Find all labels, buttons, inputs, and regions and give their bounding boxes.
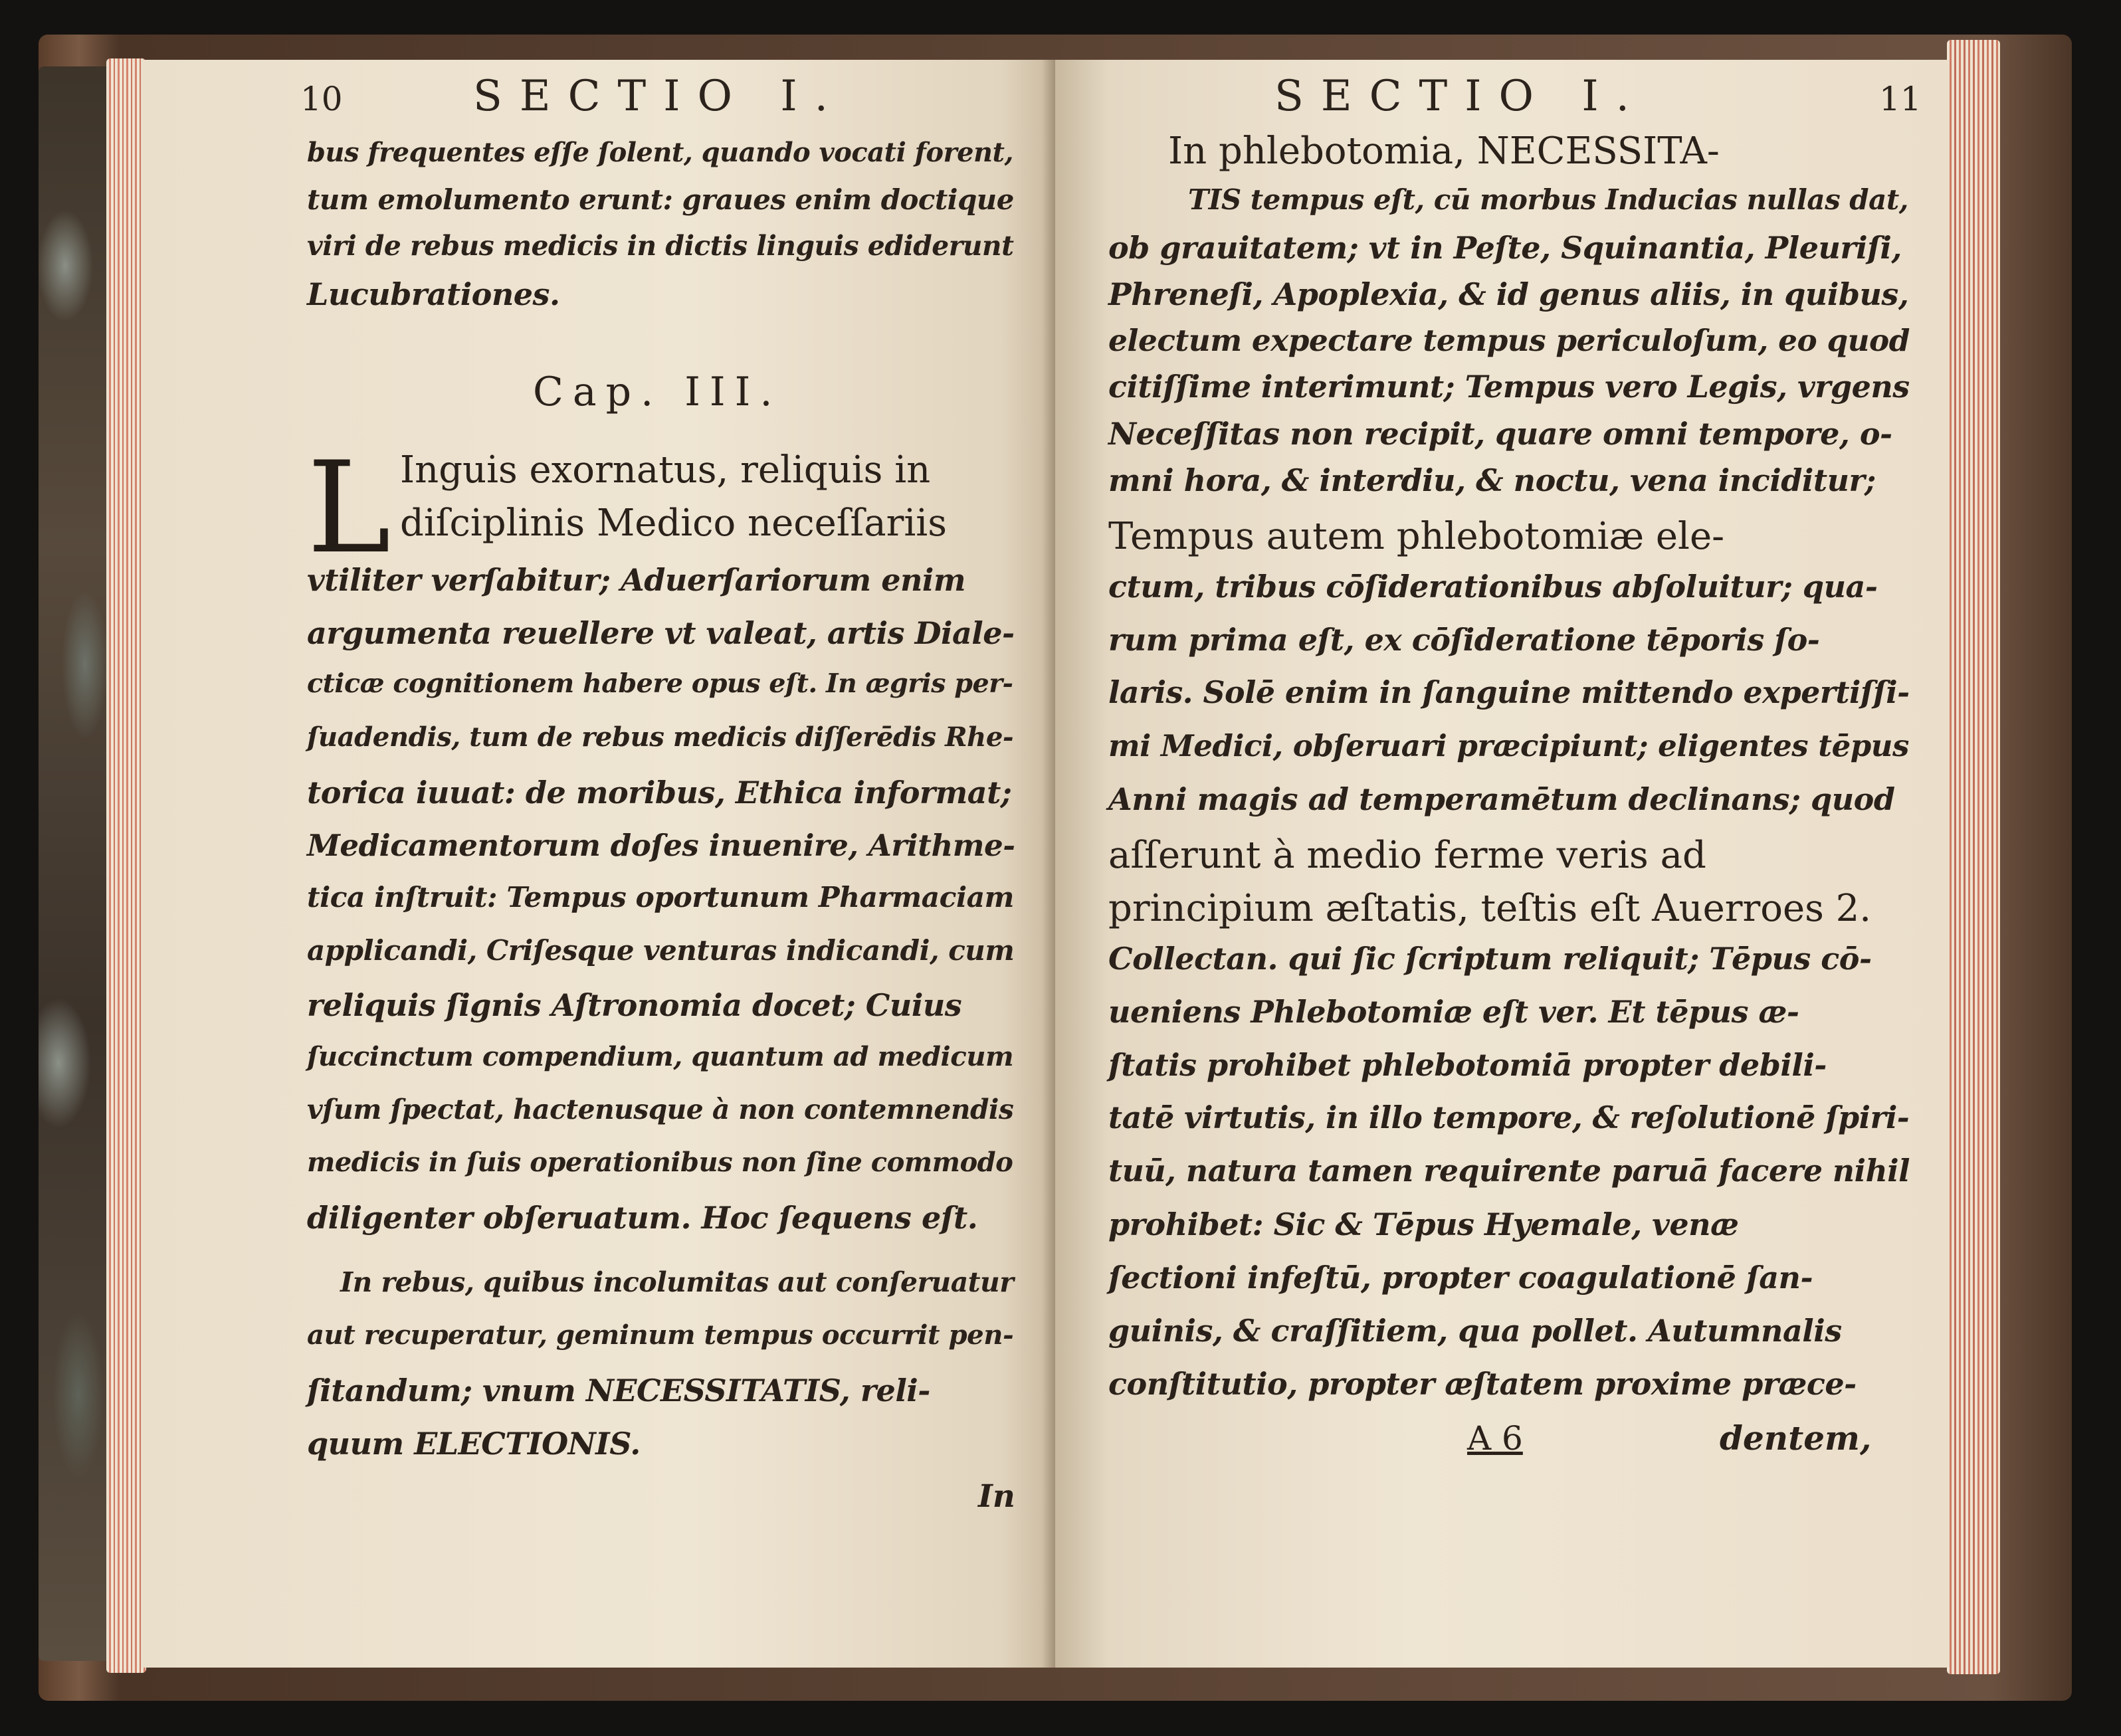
text-line: In phlebotomia, NECESSITA- [1168, 130, 1720, 173]
text-line: laris. Solē enim in ſanguine mittendo expertiſſi- [1108, 674, 1910, 710]
marbled-edge [39, 66, 112, 1661]
catchword: dentem, [1720, 1418, 1872, 1458]
running-head: SECTIO I. [1274, 72, 1647, 121]
text-line: conſtitutio, propter æſtatem proxime præce- [1108, 1366, 1857, 1402]
text-line: mi Medici, obſeruari præcipiunt; eligentes tēpus [1108, 728, 1909, 763]
drop-cap: L [307, 434, 391, 581]
text-line: medicis in ſuis operationibus non ſine commodo [307, 1147, 1013, 1178]
text-line: Tempus autem phlebotomiæ ele- [1108, 515, 1725, 558]
text-line: mni hora, & interdiu, & noctu, vena inciditur; [1108, 462, 1876, 498]
text-line: In rebus, quibus incolumitas aut conſeruatur [340, 1266, 1014, 1298]
text-line: Phreneſi, Apoplexia, & id genus aliis, in quibus, [1108, 276, 1909, 312]
text-line: electum expectare tempus periculoſum, eo quod [1108, 322, 1910, 358]
text-line: bus frequentes eſſe ſolent, quando vocati forent, [307, 137, 1013, 168]
text-line: Collectan. qui ſic ſcriptum reliquit; Tēpus cō- [1108, 941, 1872, 977]
signature-mark: A 6 [1467, 1419, 1523, 1458]
text-line: Lucubrationes. [307, 276, 560, 312]
text-line: guinis, & craſſitiem, qua pollet. Autumnalis [1108, 1313, 1842, 1349]
text-line: diſciplinis Medico neceſſariis [400, 502, 947, 545]
text-line: tum emolumento erunt: graues enim doctique [307, 183, 1014, 216]
text-line: ſuadendis, tum de rebus medicis diſſerēdis Rhe- [307, 722, 1014, 753]
text-line: aut recuperatur, geminum tempus occurrit pen- [307, 1319, 1014, 1351]
text-line: Medicamentorum doſes inuenire, Arithme- [307, 828, 1015, 863]
page-edges-left [106, 58, 146, 1673]
text-line: cticæ cognitionem habere opus eſt. In ægris per- [307, 668, 1013, 699]
running-head: SECTIO I. [473, 72, 845, 121]
text-line: Anni magis ad temperamētum declinans; quod [1108, 781, 1895, 817]
text-line: ſuccinctum compendium, quantum ad medicum [307, 1040, 1014, 1072]
text-line: ſitandum; vnum NECESSITATIS, reli- [307, 1373, 930, 1408]
text-line: ctum, tribus cōſiderationibus abſoluitur; qua- [1108, 569, 1878, 605]
text-line: applicandi, Criſesque venturas indicandi, cum [307, 934, 1015, 967]
left-page [141, 60, 1055, 1668]
catchword: In [978, 1478, 1015, 1515]
text-line: tica inſtruit: Tempus oportunum Pharmaciam [307, 881, 1014, 914]
text-line: tatē virtutis, in illo tempore, & reſolutionē ſpiri- [1108, 1100, 1910, 1135]
text-line: ſtatis prohibet phlebotomiā propter debili- [1108, 1047, 1827, 1083]
text-line: ſectioni infeſtū, propter coagulationē ſan- [1108, 1260, 1813, 1296]
text-line: diligenter obſeruatum. Hoc ſequens eſt. [307, 1200, 978, 1236]
chapter-heading: Cap. III. [533, 369, 782, 415]
text-line: principium æſtatis, teſtis eſt Auerroes 2. [1108, 887, 1872, 930]
page-edges-right [1947, 40, 2000, 1674]
text-line: prohibet: Sic & Tēpus Hyemale, venæ [1108, 1206, 1739, 1242]
page-number: 10 [300, 80, 343, 118]
text-line: vtiliter verſabitur; Aduerſariorum enim [307, 562, 966, 598]
page-number: 11 [1879, 80, 1922, 118]
text-line: rum prima eſt, ex cōſideratione tēporis ſo- [1108, 622, 1820, 658]
text-line: argumenta reuellere vt valeat, artis Diale- [307, 615, 1015, 651]
text-line: reliquis ſignis Aſtronomia docet; Cuius [307, 987, 962, 1023]
text-line: ob grauitatem; vt in Peſte, Squinantia, Pleuriſi, [1108, 230, 1902, 266]
text-line: TIS tempus eſt, cū morbus Inducias nullas dat, [1188, 183, 1908, 216]
text-line: citiſſime interimunt; Tempus vero Legis, vrgens [1108, 369, 1910, 405]
text-line: quum ELECTIONIS. [307, 1426, 641, 1462]
text-line: aſſerunt à medio ferme veris ad [1108, 834, 1706, 877]
text-line: Neceſſitas non recipit, quare omni tempore, o- [1108, 416, 1892, 452]
text-line: ueniens Phlebotomiæ eſt ver. Et tēpus æ- [1108, 994, 1799, 1030]
text-line: Inguis exornatus, reliquis in [400, 448, 931, 492]
text-line: viri de rebus medicis in dictis linguis ediderunt [307, 230, 1014, 262]
text-line: torica iuuat: de moribus, Ethica informat; [307, 775, 1012, 811]
right-page [1055, 60, 1950, 1668]
text-line: tuū, natura tamen requirente paruā facere nihil [1108, 1153, 1910, 1189]
text-line: vſum ſpectat, hactenusque à non contemnendis [307, 1094, 1014, 1125]
